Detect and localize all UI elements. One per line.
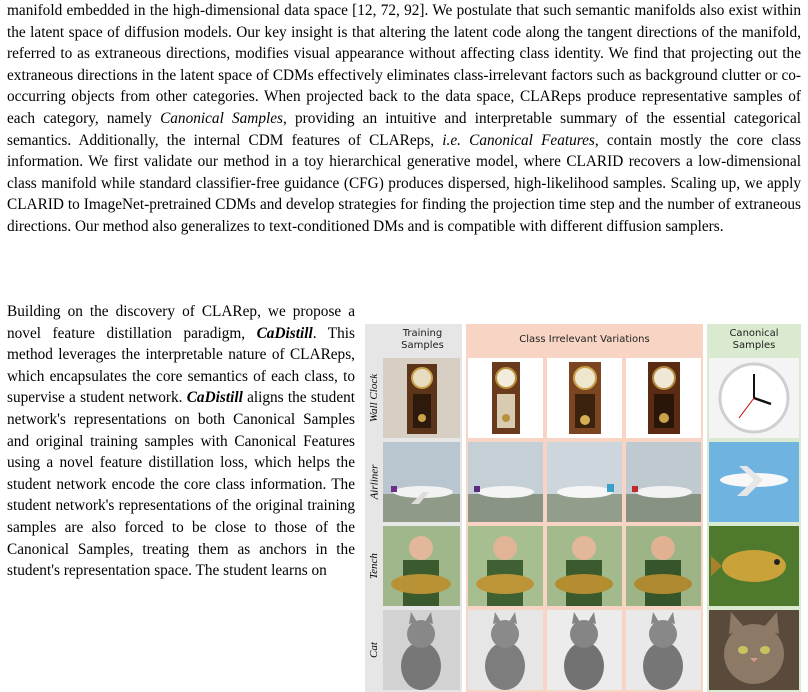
- ie-term: i.e.: [442, 131, 461, 149]
- variation-clock-2: [547, 358, 622, 438]
- variation-clock-1: [468, 358, 543, 438]
- variation-tench-3: [626, 526, 701, 606]
- variation-cat-3: [626, 610, 701, 690]
- training-sample-cat: [383, 610, 460, 690]
- variation-tench-1: [468, 526, 543, 606]
- method-name-2: CaDistill: [186, 389, 243, 407]
- row-label-airliner: Airliner: [368, 464, 380, 500]
- row-label-tench: Tench: [368, 553, 380, 579]
- training-sample-tench: [383, 526, 460, 606]
- canonical-sample-tench: [709, 526, 799, 606]
- method-paragraph: Building on the discovery of CLARep, we propose a novel feature distillation paradigm, CaDistill. This method leverages the interpretable nature of CLAReps, which encapsulates the core semantics of each class, to supervise a student network. CaDistill aligns the student network's representations on both Canonical Samples and original training samples with Canonical Features using a novel feature distillation loss, which helps the student network encode the core class information. The student network's representations of the original training samples are also forced to be close to those of the Canonical Samples, treating them as anchors in the student's representation space. The student learns on: [7, 303, 356, 580]
- row-label-wall-clock: Wall Clock: [368, 373, 380, 423]
- training-sample-clock: [383, 358, 460, 438]
- canonical-sample-airliner: [709, 442, 799, 522]
- header-training: Training Samples: [401, 328, 444, 351]
- intro-paragraph: manifold embedded in the high-dimensional data space [12, 72, 92]. We postulate that such semantic manifolds also exist within the latent space of diffusion models. Our key insight is that altering the latent code along the tangent directions of the manifold, referred to as extraneous directions, modifies visual appearance without affecting class identity. We find that projecting out the extraneous directions in the latent space of CDMs effectively eliminates class-irrelevant factors such as background clutter or co-occurring objects from other categories. When projected back to the data space, CLAReps produce representative samples of each category, namely Canonical Samples, providing an intuitive and interpretable summary of the essential categorical semantics. Additionally, the internal CDM features of CLAReps, i.e. Canonical Features, contain mostly the core class information. We first validate our method in a toy hierarchical generative model, where CLARID recovers a low-dimensional class manifold while standard classifier-free guidance (CFG) produces dispersed, high-likelihood samples. Scaling up, we apply CLARID to ImageNet-pretrained CDMs and develop strategies for finding the projection time step and the number of extraneous directions. Our method also generalizes to text-conditioned DMs and is compatible with different diffusion samplers.: [7, 2, 801, 235]
- training-sample-airliner: [383, 442, 460, 522]
- header-variations: Class Irrelevant Variations: [519, 334, 650, 345]
- variation-cat-1: [468, 610, 543, 690]
- method-name: CaDistill: [256, 324, 313, 342]
- variation-clock-3: [626, 358, 701, 438]
- canonical-features-term: Canonical Features: [469, 131, 595, 149]
- row-label-cat: Cat: [368, 642, 380, 658]
- variation-airliner-3: [626, 442, 701, 522]
- canonical-sample-cat: [709, 610, 799, 690]
- canonical-samples-term: Canonical Samples: [160, 109, 283, 127]
- variation-airliner-2: [547, 442, 622, 522]
- variation-tench-2: [547, 526, 622, 606]
- header-canonical: Canonical Samples: [729, 328, 779, 351]
- canonical-sample-clock: [709, 358, 799, 438]
- canonical-samples-figure: [365, 324, 801, 692]
- variation-airliner-1: [468, 442, 543, 522]
- variation-cat-2: [547, 610, 622, 690]
